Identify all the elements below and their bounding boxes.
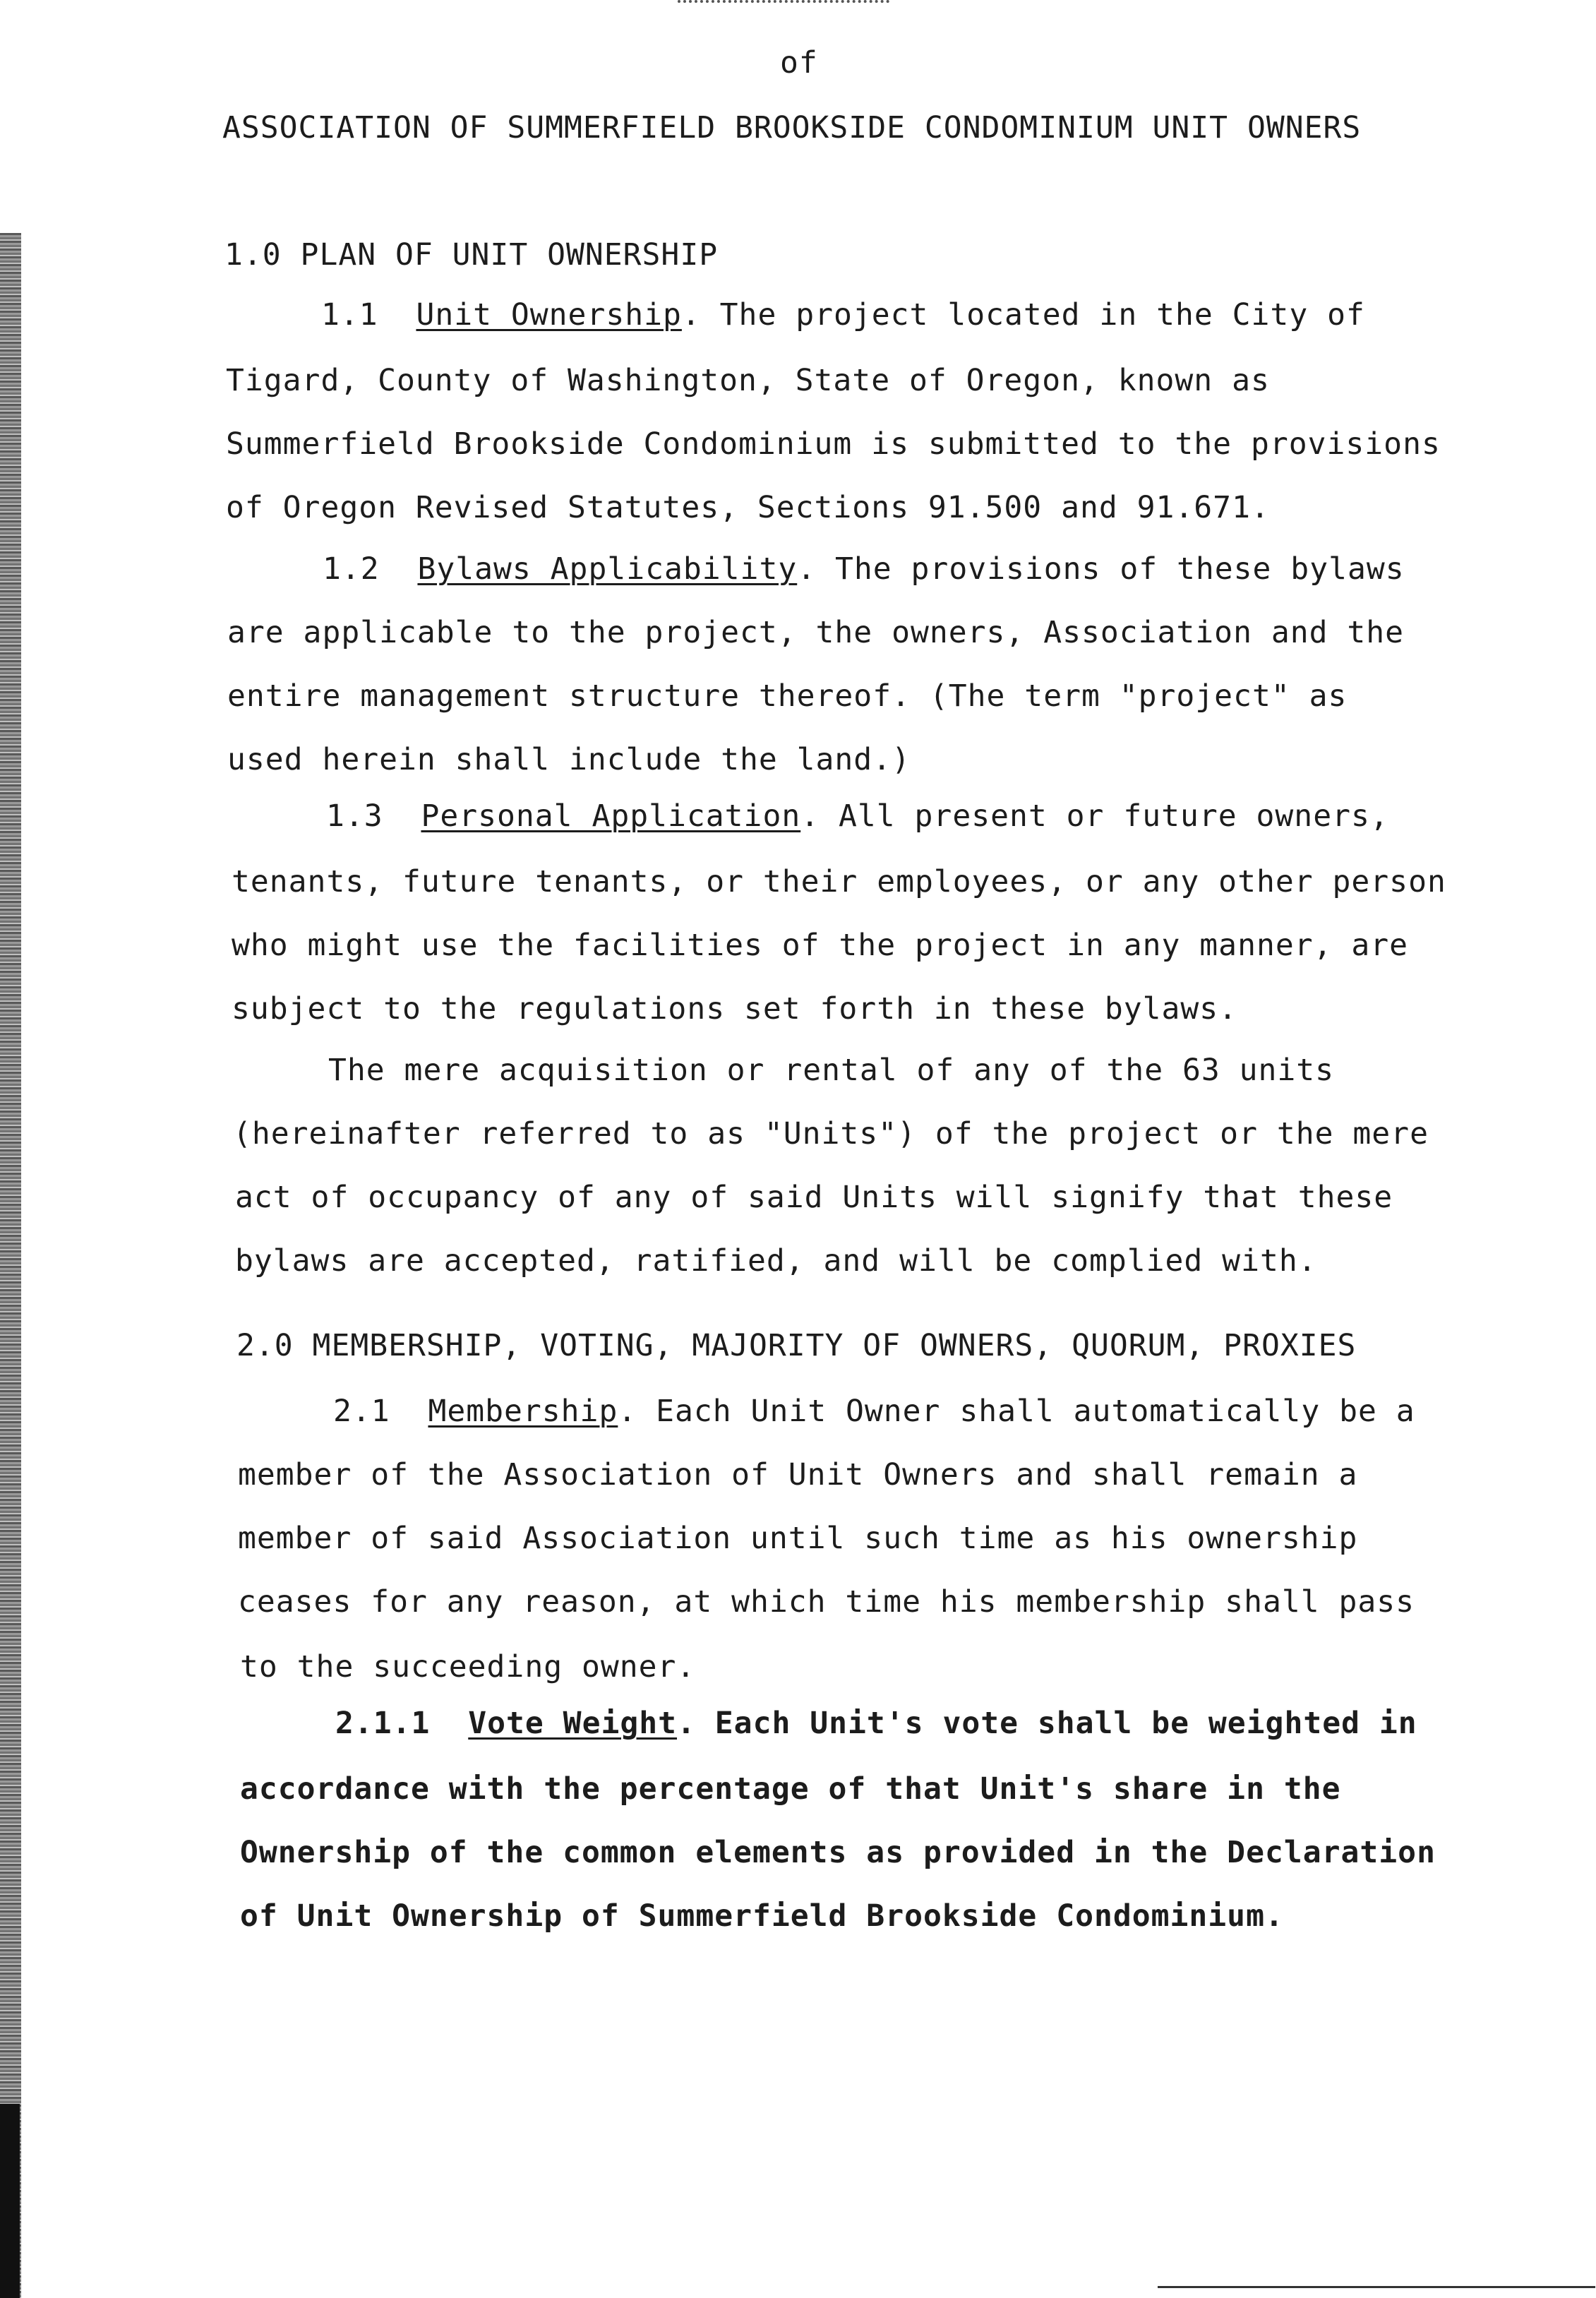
section-2-heading: 2.0 MEMBERSHIP, VOTING, MAJORITY OF OWNERS, QUORUM, PROXIES bbox=[236, 1328, 1357, 1363]
scan-edge-shadow bbox=[0, 233, 21, 2298]
bottom-rule bbox=[1158, 2286, 1595, 2288]
para-1-3-line-3: who might use the facilities of the project in any manner, are bbox=[232, 928, 1409, 963]
para-2-1-line-1 bbox=[333, 1396, 1415, 1427]
para-2-1-1-line-4: of Unit Ownership of Summerfield Brookside Condominium. bbox=[240, 1898, 1284, 1934]
para-2-1-1-line-2: accordance with the percentage of that Unit's share in the bbox=[240, 1771, 1341, 1807]
para-1-1-text: . The project located in the City of bbox=[681, 297, 1365, 333]
para-1-3-line-1 bbox=[326, 798, 1389, 834]
para-1-3-line-4: subject to the regulations set forth in these bylaws. bbox=[232, 991, 1238, 1027]
para-1-1-line-1 bbox=[321, 297, 1365, 333]
header-of: of bbox=[780, 45, 818, 80]
para-1-2-title: Bylaws Applicability bbox=[417, 551, 798, 587]
scan-edge-dark bbox=[0, 2104, 20, 2298]
para-1-1-title: Unit Ownership bbox=[416, 297, 682, 333]
document-title: ASSOCIATION OF SUMMERFIELD BROOKSIDE CONDOMINIUM UNIT OWNERS bbox=[222, 110, 1362, 145]
para-1-4-line-1: The mere acquisition or rental of any of the 63 units bbox=[328, 1053, 1335, 1088]
para-1-4-line-4: bylaws are accepted, ratified, and will be complied with. bbox=[235, 1243, 1317, 1279]
para-1-3-text: . All present or future owners, bbox=[800, 798, 1389, 834]
para-2-1-title: Membership bbox=[428, 1394, 618, 1429]
para-1-1-line-3: Summerfield Brookside Condominium is submitted to the provisions bbox=[226, 426, 1441, 462]
para-1-3-number: 1.3 bbox=[326, 798, 383, 834]
para-2-1-1-text: . Each Unit's vote shall be weighted in bbox=[677, 1706, 1417, 1741]
para-1-1-line-2: Tigard, County of Washington, State of Oregon, known as bbox=[226, 363, 1270, 398]
para-1-4-line-3: act of occupancy of any of said Units will signify that these bbox=[235, 1180, 1393, 1215]
para-2-1-1-line-1 bbox=[335, 1708, 1417, 1739]
para-1-2-line-4: used herein shall include the land.) bbox=[227, 742, 911, 777]
para-1-2-number: 1.2 bbox=[323, 551, 380, 587]
para-2-1-line-2: member of the Association of Unit Owners and shall remain a bbox=[238, 1457, 1358, 1492]
para-1-3-line-2: tenants, future tenants, or their employees, or any other person bbox=[232, 864, 1446, 899]
para-2-1-1-title: Vote Weight bbox=[468, 1706, 678, 1741]
para-1-2-line-2: are applicable to the project, the owners, Association and the bbox=[227, 615, 1405, 650]
para-2-1-line-4: ceases for any reason, at which time his membership shall pass bbox=[238, 1584, 1415, 1620]
cropped-top-text bbox=[678, 0, 889, 10]
para-2-1-1-line-3: Ownership of the common elements as provided in the Declaration bbox=[240, 1835, 1436, 1870]
para-1-1-line-4: of Oregon Revised Statutes, Sections 91.500 and 91.671. bbox=[226, 490, 1270, 525]
para-2-1-line-5: to the succeeding owner. bbox=[240, 1649, 696, 1684]
para-1-1-number: 1.1 bbox=[321, 297, 378, 333]
para-2-1-line-3: member of said Association until such time as his ownership bbox=[238, 1521, 1358, 1556]
para-1-4-line-2: (hereinafter referred to as "Units") of the project or the mere bbox=[233, 1116, 1429, 1151]
section-1-heading: 1.0 PLAN OF UNIT OWNERSHIP bbox=[224, 237, 719, 273]
para-1-2-line-3: entire management structure thereof. (The term "project" as bbox=[227, 678, 1348, 714]
para-2-1-1-number: 2.1.1 bbox=[335, 1706, 431, 1741]
para-1-2-text: . The provisions of these bylaws bbox=[797, 551, 1405, 587]
para-1-2-line-1 bbox=[323, 551, 1405, 587]
para-2-1-text: . Each Unit Owner shall automatically be a bbox=[618, 1394, 1415, 1429]
para-2-1-number: 2.1 bbox=[333, 1394, 390, 1429]
para-1-3-title: Personal Application bbox=[421, 798, 801, 834]
